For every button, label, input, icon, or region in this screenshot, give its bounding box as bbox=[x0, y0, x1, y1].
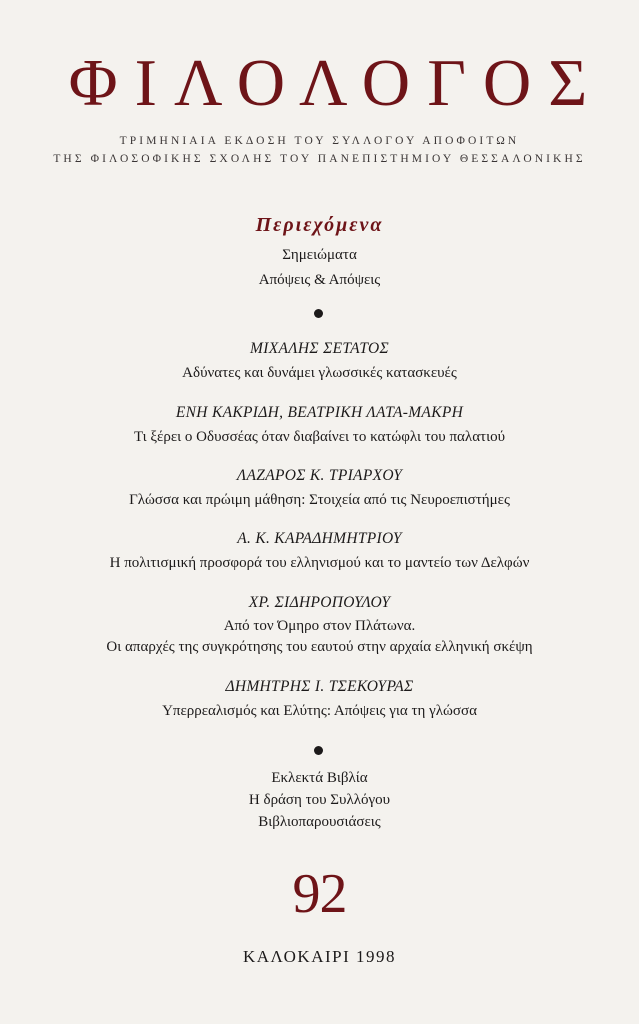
article-title-4: Η πολιτισμική προσφορά του ελληνισμού και το μαντείο των Δελφών bbox=[109, 555, 530, 571]
article-title-5-continued: Οι απαρχές της συγκρότησης του εαυτού στην αρχαία ελληνική σκέψη bbox=[106, 639, 533, 655]
article-author-6: ΔΗΜΗΤΡΗΣ Ι. ΤΣΕΚΟΥΡΑΣ bbox=[225, 678, 414, 695]
article-title-3: Γλώσσα και πρώιμη μάθηση: Στοιχεία από τις Νευροεπιστήμες bbox=[129, 492, 510, 508]
contents-heading: Περιεχόμενα bbox=[255, 214, 384, 236]
subtitle-line-2: ΤΗΣ ΦΙΛΟΣΟΦΙΚΗΣ ΣΧΟΛΗΣ ΤΟΥ ΠΑΝΕΠΙΣΤΗΜΙΟΥ ΘΕΣΣΑΛΟΝΙΚΗΣ bbox=[53, 153, 586, 165]
issue-number: 92 bbox=[292, 863, 347, 925]
article-author-4: Α. Κ. ΚΑΡΑΔΗΜΗΤΡΙΟΥ bbox=[237, 530, 402, 547]
article-title-5: Από τον Όμηρο στον Πλάτωνα. bbox=[223, 618, 416, 634]
article-author-5: ΧΡ. ΣΙΔΗΡΟΠΟΥΛΟΥ bbox=[248, 594, 391, 611]
subtitle-line-1: ΤΡΙΜΗΝΙΑΙΑ ΕΚΔΟΣΗ ΤΟΥ ΣΥΛΛΟΓΟΥ ΑΠΟΦΟΙΤΩΝ bbox=[119, 135, 520, 147]
contents-outro-2: Η δράση του Συλλόγου bbox=[248, 792, 391, 808]
contents-outro-3: Βιβλιοπαρουσιάσεις bbox=[258, 814, 381, 830]
contents-intro-2: Απόψεις & Απόψεις bbox=[258, 272, 381, 288]
journal-title: ΦΙΛΟΛΟΓΟΣ bbox=[68, 46, 605, 120]
article-title-1: Αδύνατες και δυνάμει γλωσσικές κατασκευές bbox=[182, 365, 457, 381]
article-title-6: Υπερρεαλισμός και Ελύτης: Απόψεις για τη γλώσσα bbox=[162, 703, 477, 719]
article-author-1: ΜΙΧΑΛΗΣ ΣΕΤΑΤΟΣ bbox=[250, 340, 389, 357]
separator-dot bbox=[314, 309, 323, 318]
issue-season: ΚΑΛΟΚΑΙΡΙ 1998 bbox=[242, 947, 397, 966]
separator-dot bbox=[314, 746, 323, 755]
article-author-2: ΕΝΗ ΚΑΚΡΙΔΗ, ΒΕΑΤΡΙΚΗ ΛΑΤΑ-ΜΑΚΡΗ bbox=[175, 404, 464, 421]
contents-intro-1: Σημειώματα bbox=[282, 247, 357, 263]
article-title-2: Τι ξέρει ο Οδυσσέας όταν διαβαίνει το κατώφλι του παλατιού bbox=[133, 429, 506, 445]
contents-outro-1: Εκλεκτά Βιβλία bbox=[271, 770, 368, 786]
article-author-3: ΛΑΖΑΡΟΣ Κ. ΤΡΙΑΡΧΟΥ bbox=[236, 467, 403, 484]
